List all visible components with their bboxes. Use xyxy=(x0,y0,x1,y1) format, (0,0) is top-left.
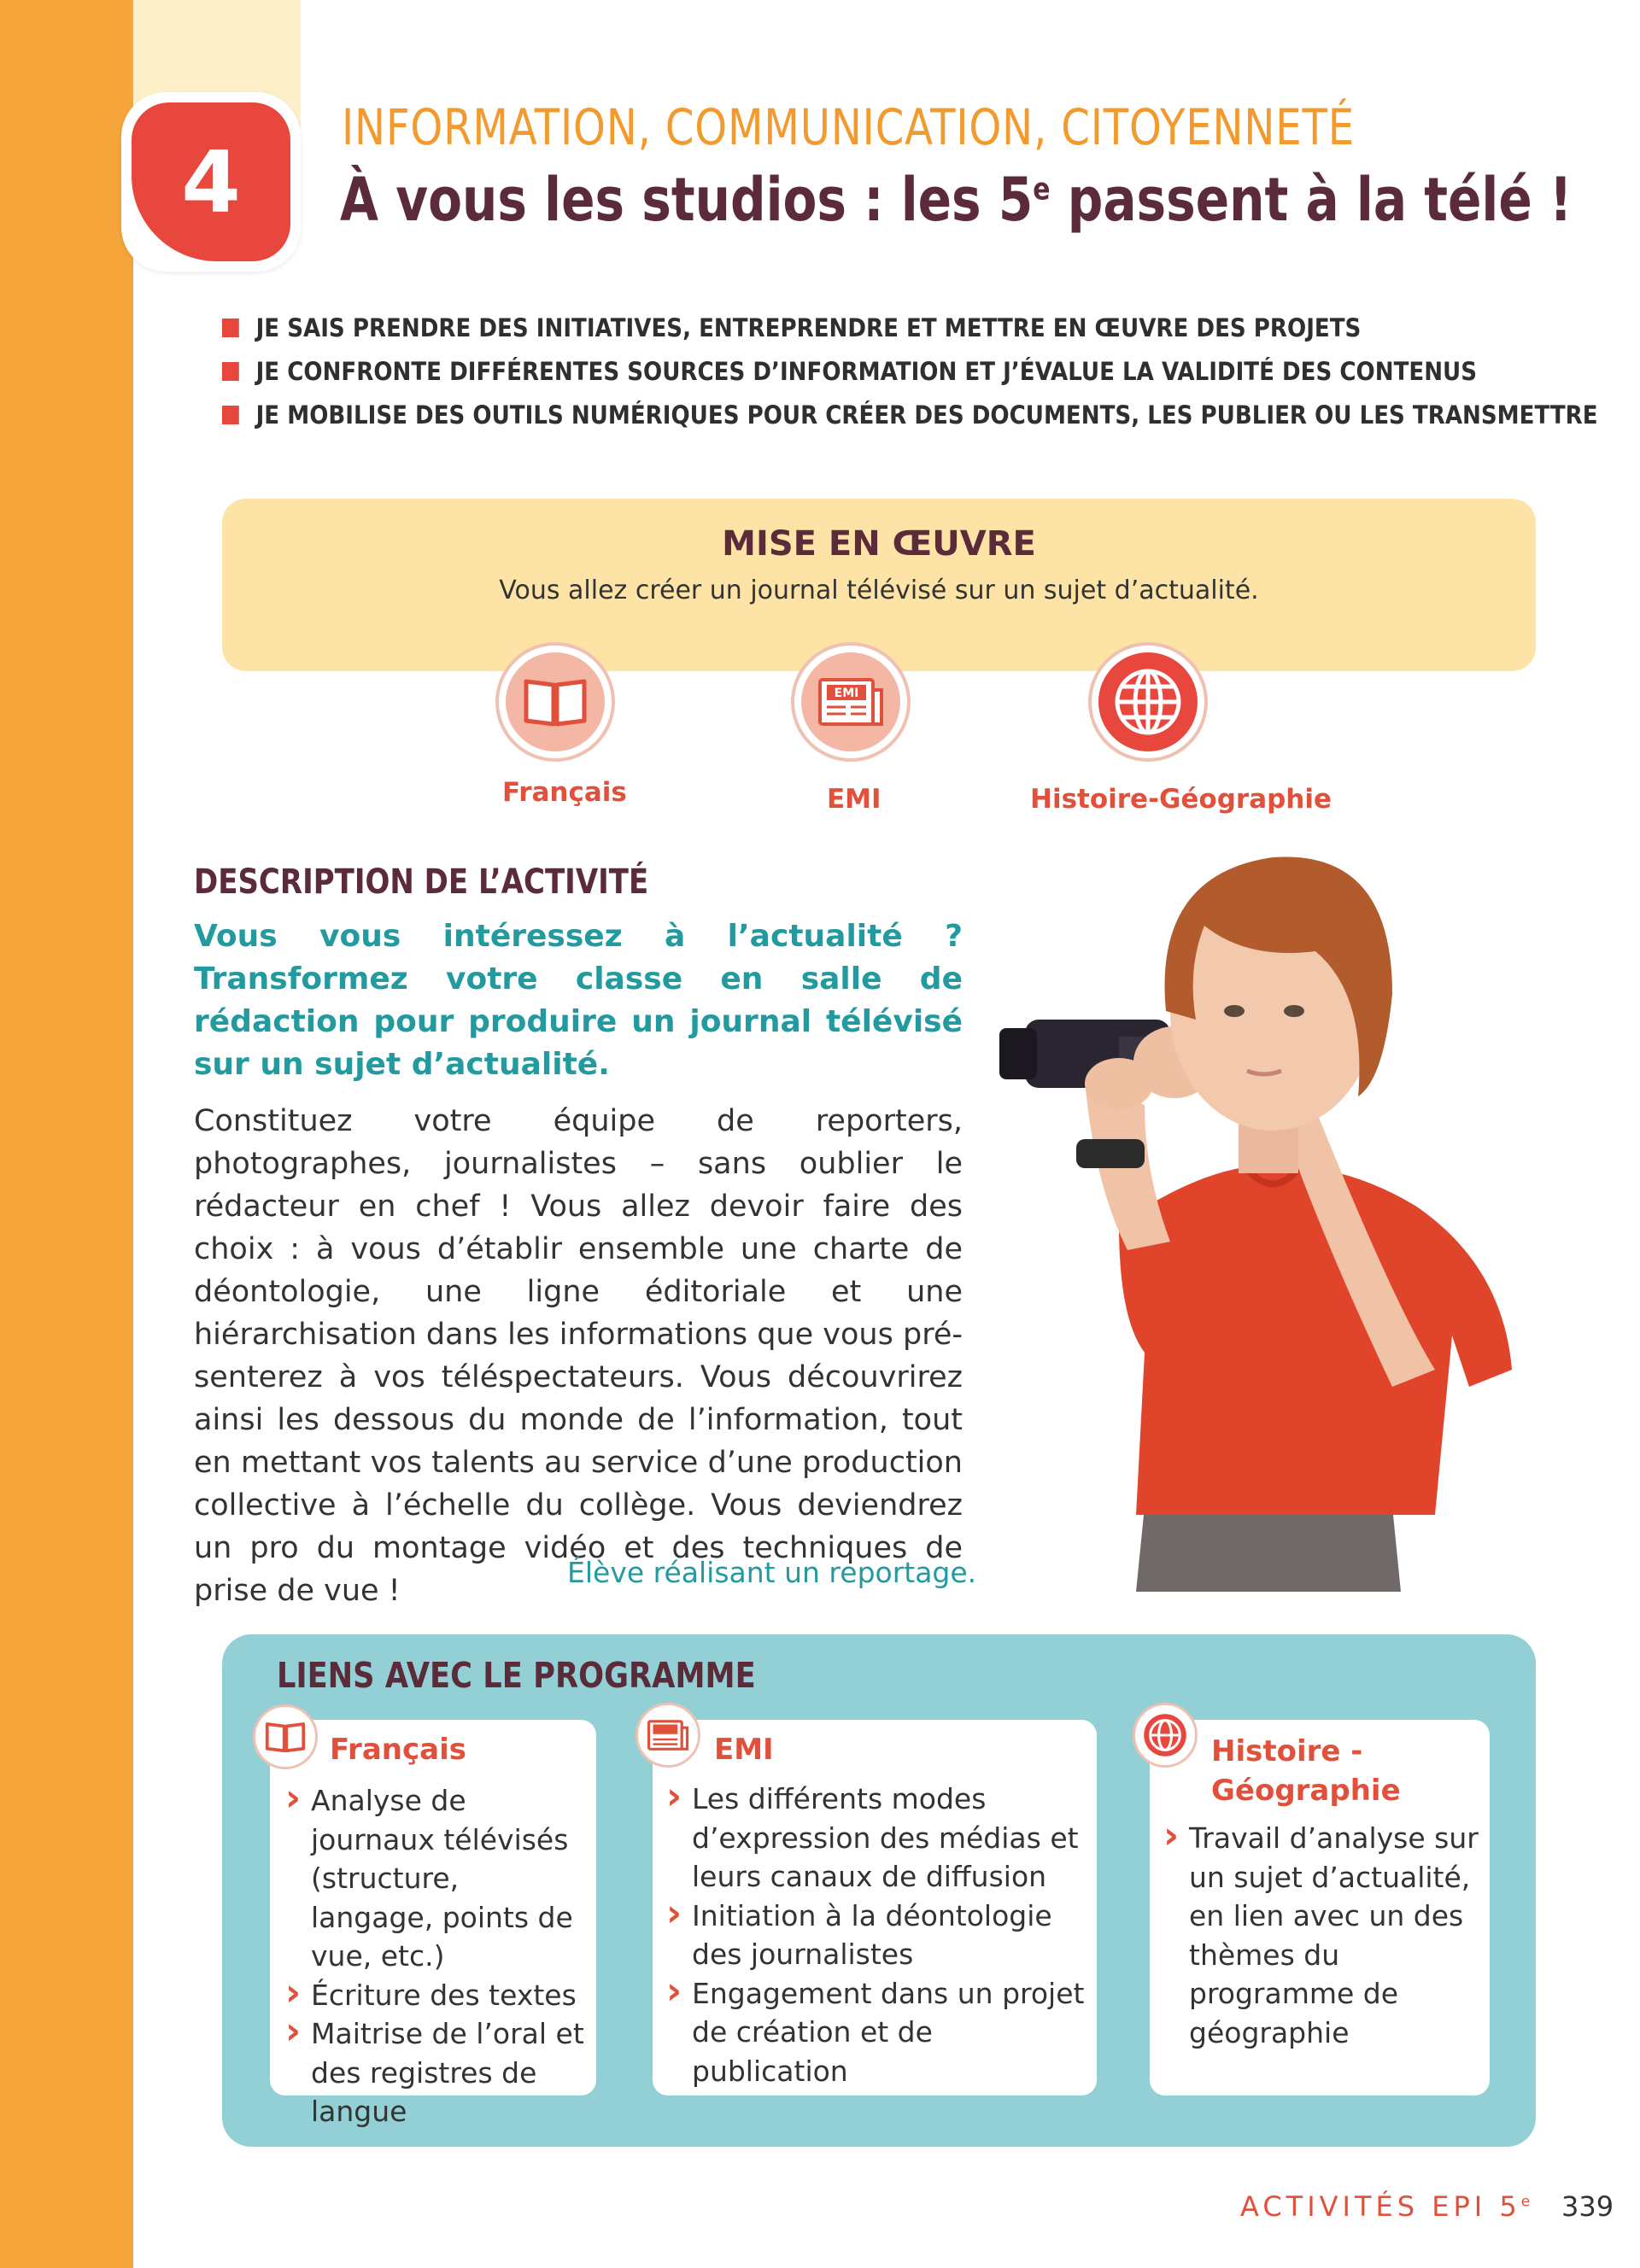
card-head-histoire-geo: Histoire - Géographie xyxy=(1211,1734,1401,1808)
skill-item: JE MOBILISE DES OUTILS NUMÉRIQUES POUR CRÉER DES DOCUMENTS, LES PUBLIER OU LES TRANSMETTRE xyxy=(222,393,1598,436)
francais-disc xyxy=(495,642,615,762)
list-item: › Analyse de journaux télévisés (structure, langage, points de vue, etc.) xyxy=(289,1781,588,1976)
section-kicker: INFORMATION, COMMUNICATION, CITOYENNETÉ xyxy=(342,98,1355,156)
page-title: À vous les studios : les 5e passent à la télé ! xyxy=(340,165,1573,235)
card-francais xyxy=(270,1720,596,2128)
card-list-francais xyxy=(289,1781,588,2131)
liens-programme-box xyxy=(222,1634,1536,2147)
globe-icon xyxy=(1098,652,1198,751)
globe-icon xyxy=(1133,1703,1198,1768)
skill-item: JE SAIS PRENDRE DES INITIATIVES, ENTREPRENDRE ET METTRE EN ŒUVRE DES PROJETS xyxy=(222,306,1598,349)
student-filming-photo xyxy=(991,823,1538,1592)
list-item: › Initiation à la déontologie des journalistes xyxy=(670,1897,1088,1974)
book-icon xyxy=(253,1704,318,1769)
chapter-number: 4 xyxy=(132,102,290,261)
newspaper-icon xyxy=(801,652,900,751)
card-head-francais: Français xyxy=(330,1733,466,1767)
card-list-emi xyxy=(670,1780,1088,2090)
list-item: › Engagement dans un projet de création et de publication xyxy=(670,1974,1088,2091)
card-head-emi: EMI xyxy=(714,1733,774,1767)
mise-en-oeuvre-text: Vous allez créer un journal télévisé sur un sujet d’actualité. xyxy=(499,576,1259,605)
subject-label-emi: EMI xyxy=(827,784,882,815)
card-list-histoire-geo xyxy=(1167,1819,1483,2052)
list-item: › Écriture des textes xyxy=(289,1976,588,2015)
description-body: Constituez votre équipe de reporters, photographes, journalistes – sans oublier le rédacteur en chef ! Vous allez devoir faire des choix : à vous d’établir ensemble une charte de déontologie, une ligne éditoriale et une hiérarchisation dans les informations que vous présenterez à vos téléspectateurs. Vous découvrirez ainsi les dessous du monde de l’information, tout en mettant vos talents au service d’une production collective à l’échelle du collège. Vous deviendrez un pro du montage vidéo et des techniques de prise de vue ! xyxy=(194,1104,963,1608)
description-heading: DESCRIPTION DE L’ACTIVITÉ xyxy=(194,862,649,902)
left-margin-bar xyxy=(0,0,133,2268)
bullet-square-icon xyxy=(222,362,239,381)
subject-label-histoire-geo: Histoire-Géographie xyxy=(1030,784,1332,815)
subject-label-francais: Français xyxy=(502,777,627,808)
description-intro: Vous vous intéressez à l’actualité ? Transformez votre classe en salle de rédaction pour produire un journal télévisé sur un sujet d’actualité. xyxy=(194,919,963,1082)
newspaper-icon xyxy=(636,1703,700,1768)
emi-disc xyxy=(791,642,911,762)
emi-icon-text: EMI xyxy=(834,687,859,700)
skills-list xyxy=(222,306,1640,436)
page-number: 339 xyxy=(1561,2190,1614,2223)
bullet-square-icon xyxy=(222,319,239,337)
bullet-square-icon xyxy=(222,406,239,424)
skill-item: JE CONFRONTE DIFFÉRENTES SOURCES D’INFORMATION ET J’ÉVALUE LA VALIDITÉ DES CONTENUS xyxy=(222,349,1598,393)
book-icon xyxy=(506,652,605,751)
chapter-badge xyxy=(121,92,301,272)
photo-caption: Élève réalisant un reportage. xyxy=(567,1556,1012,1589)
card-histoire-geo xyxy=(1150,1720,1490,2096)
mise-en-oeuvre-title: MISE EN ŒUVRE xyxy=(722,524,1036,564)
list-item: › Travail d’analyse sur un sujet d’actualité, en lien avec un des thèmes du programme de géographie xyxy=(1167,1819,1483,2052)
footer-label: ACTIVITÉS EPI 5e xyxy=(1240,2190,1531,2223)
list-item: › Maitrise de l’oral et des registres de langue xyxy=(289,2014,588,2131)
card-emi xyxy=(653,1720,1097,2096)
liens-title: LIENS AVEC LE PROGRAMME xyxy=(277,1655,756,1696)
list-item: › Les différents modes d’expression des médias et leurs canaux de diffusion xyxy=(670,1780,1088,1897)
histoire-geo-disc xyxy=(1088,642,1208,762)
